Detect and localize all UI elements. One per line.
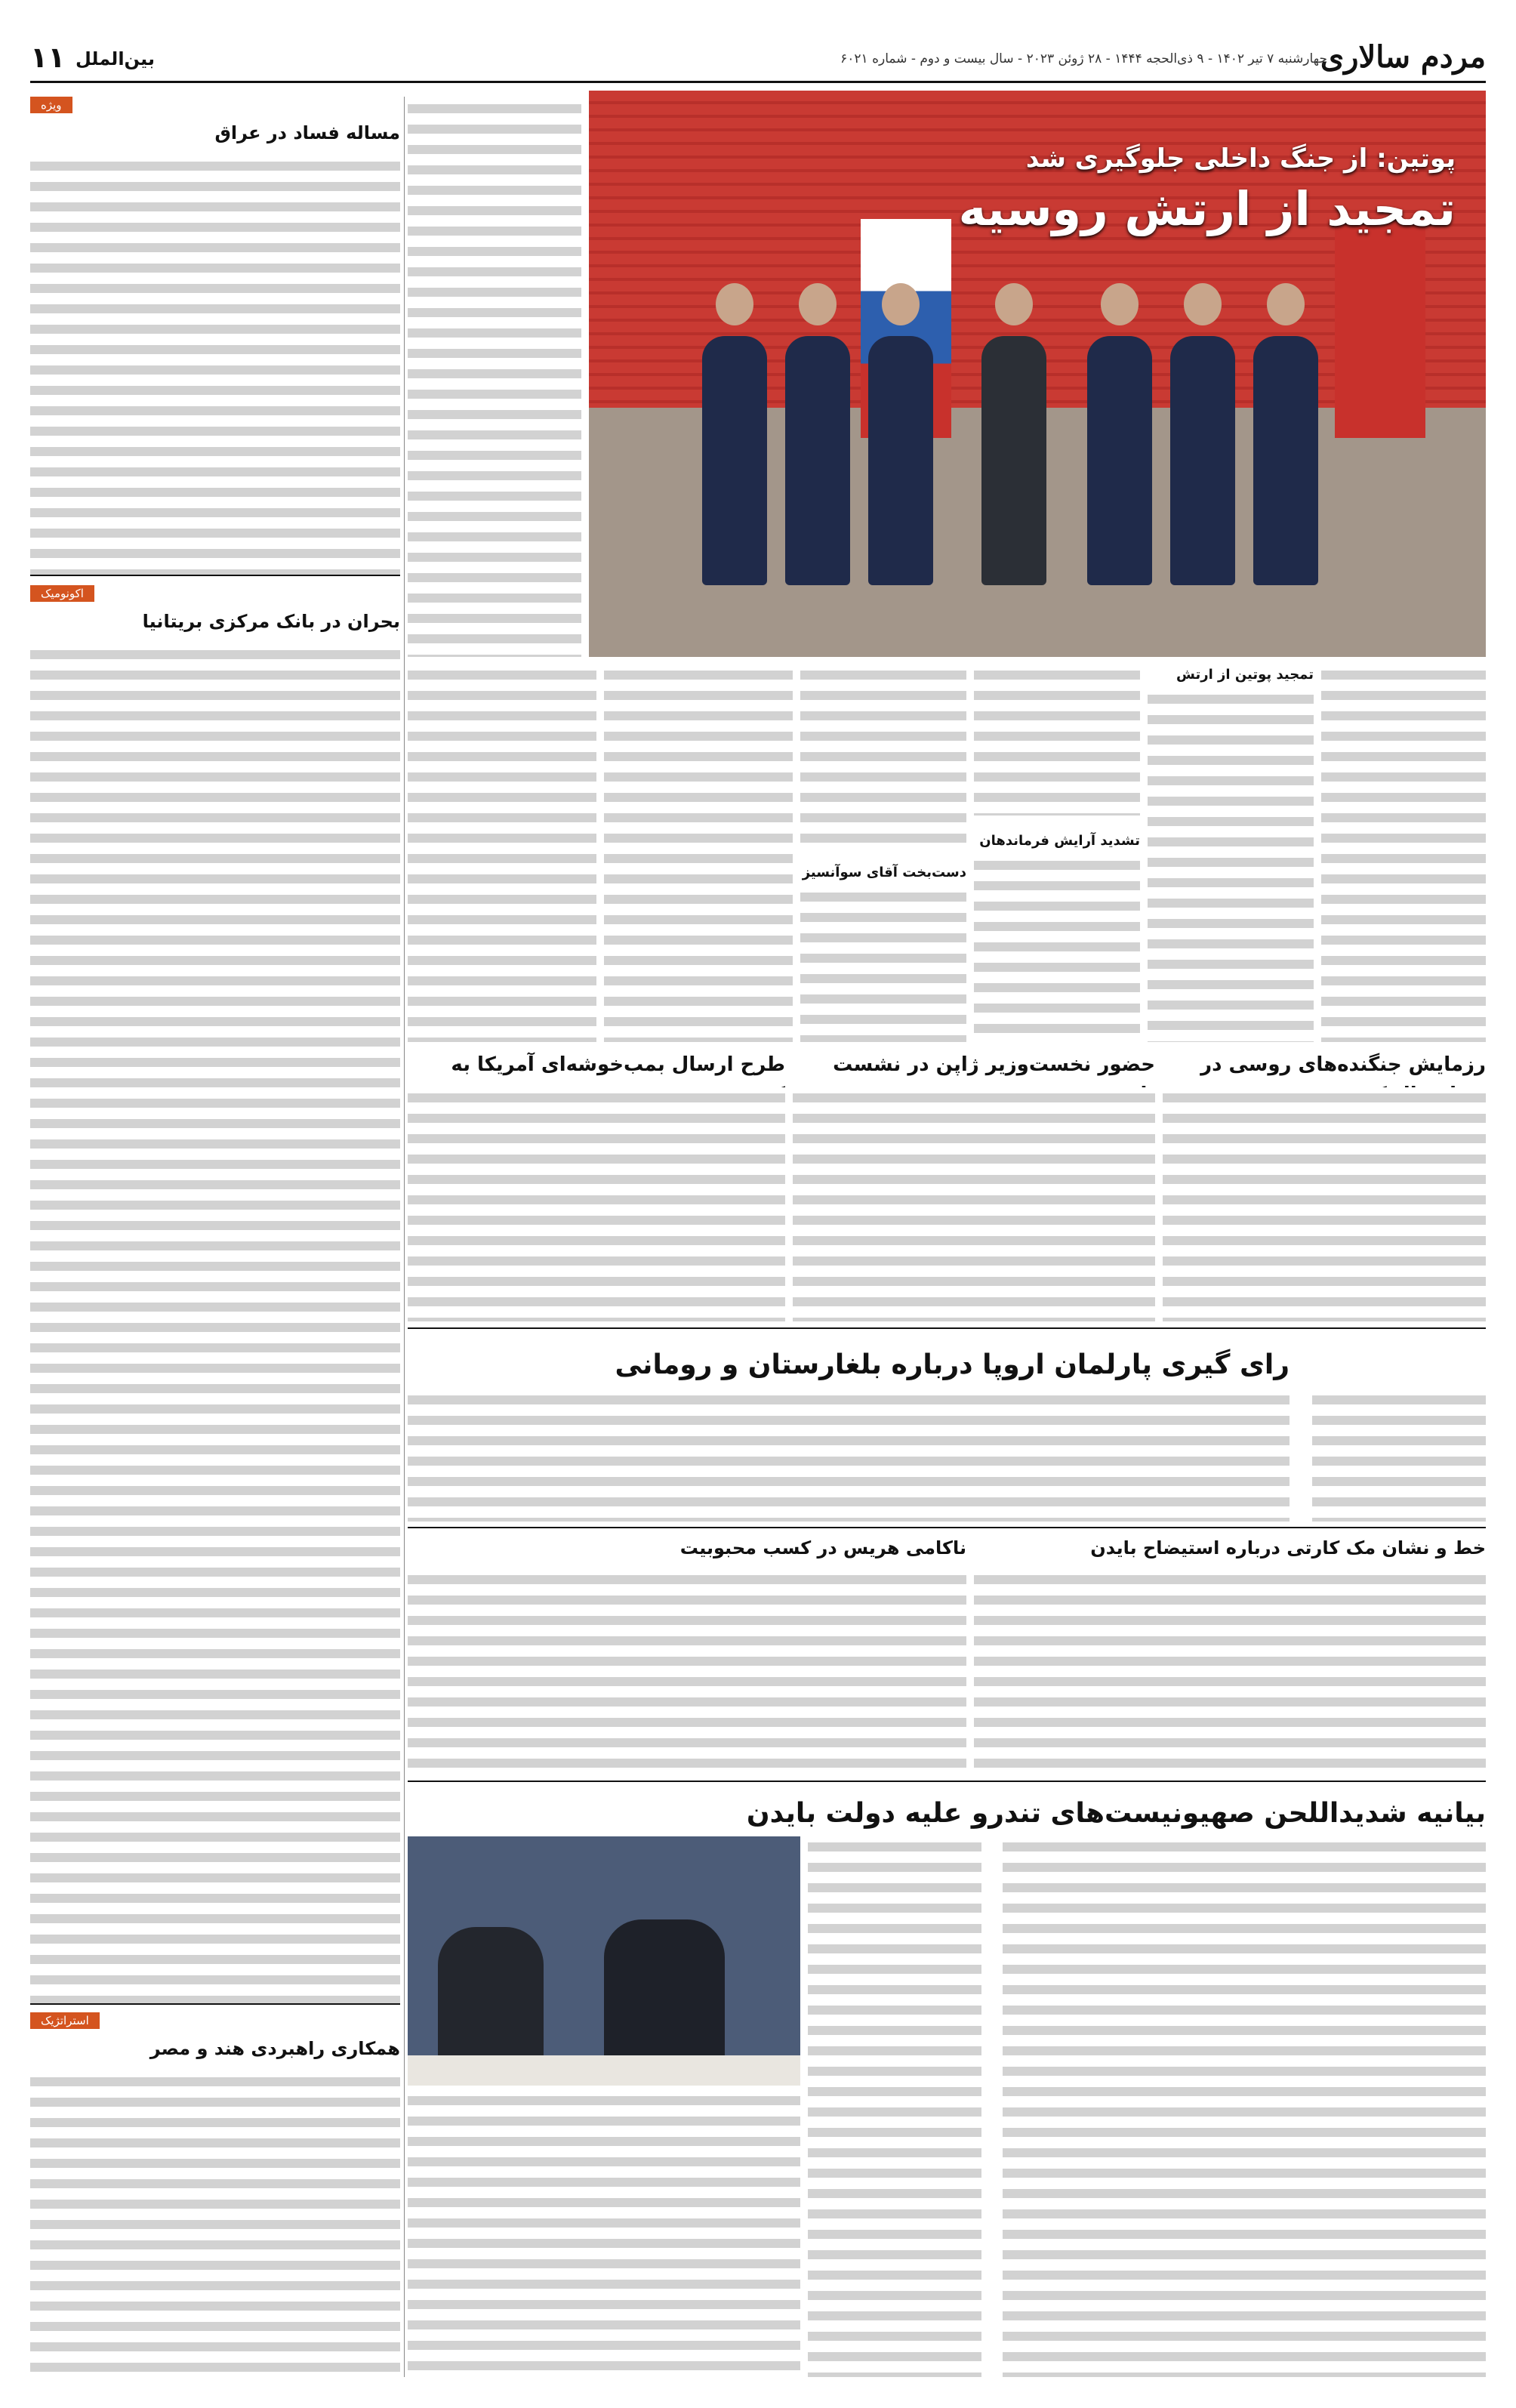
story-block: [408, 1533, 966, 1774]
sidebar-story: [30, 2012, 400, 2379]
row-divider: [408, 1527, 1486, 1528]
guard-figure: [1253, 336, 1318, 585]
newspaper-brand: مردم سالاری: [1320, 39, 1486, 75]
story-headline: همکاری راهبردی هند و مصر: [149, 2038, 400, 2059]
lead-text-column: [408, 664, 596, 1042]
lead-subhead: دست‌بخت آقای سوآنسیز: [802, 865, 966, 880]
guard-figure: [702, 336, 767, 585]
story-headline: طرح ارسال بمب‌خوشه‌ای آمریکا به: [451, 1053, 785, 1076]
story-block: [793, 1050, 1155, 1321]
guard-figure: [1170, 336, 1235, 585]
lead-text-column: [1148, 664, 1314, 1042]
story-headline: خط و نشان مک کارتی درباره استیضاح بایدن: [1090, 1537, 1486, 1559]
page-number: ۱۱: [30, 41, 66, 74]
story-headline: رای گیری پارلمان اروپا درباره بلغارستان و رومانی: [615, 1349, 1290, 1380]
story-headline: ناکامی هریس در کسب محبوبیت: [679, 1537, 966, 1559]
russian-flag-right: [1335, 219, 1425, 438]
lead-text-column: [1321, 664, 1486, 1042]
story-photo: [408, 1836, 800, 2086]
sidebar-story: [30, 97, 400, 576]
sidebar-story: [30, 585, 400, 2005]
story-headline: بیانیه شدیداللحن صهیونیست‌های تندرو علیه دولت بایدن: [746, 1798, 1486, 1829]
guard-figure: [868, 336, 933, 585]
section-tag: ویژه: [30, 97, 72, 113]
putin-figure: [981, 336, 1046, 585]
story-headline: رزمایش جنگنده‌های روسی در: [1200, 1053, 1486, 1076]
row-divider: [408, 1781, 1486, 1782]
story-headline: مساله فساد در عراق: [214, 122, 400, 143]
lead-text-column: [408, 98, 581, 657]
story-block: [1163, 1050, 1486, 1321]
lead-subhead: تمجید پوتین از ارتش: [1176, 667, 1314, 683]
lead-text-column: [974, 664, 1140, 1042]
story-block: [408, 1788, 1486, 2377]
lead-headline: تمجید از ارتش روسیه: [958, 181, 1456, 236]
lead-subhead: تشدید آرایش فرماندهان: [979, 833, 1140, 849]
column-rule: [404, 97, 405, 2377]
lead-photo: [589, 91, 1486, 657]
story-headline: بحران در بانک مرکزی بریتانیا: [142, 611, 400, 632]
lead-text-column: [800, 664, 966, 1042]
lead-kicker: پوتین: از جنگ داخلی جلوگیری شد: [1025, 143, 1456, 174]
story-block: [408, 1337, 1486, 1522]
masthead: [30, 36, 1486, 83]
table-edge: [408, 2055, 800, 2086]
section-tag: استراتژیک: [30, 2012, 100, 2029]
lead-text-column: [604, 664, 793, 1042]
section-name: بین‌الملل: [75, 48, 155, 69]
dateline: چهارشنبه ۷ تیر ۱۴۰۲ - ۹ ذی‌الحجه ۱۴۴۴ - ۲۸ ژوئن ۲۰۲۳ - سال بیست و دوم - شماره ۶۰۲۱: [840, 51, 1327, 66]
section-tag: اکونومیک: [30, 585, 94, 602]
guard-figure: [785, 336, 850, 585]
guard-figure: [1087, 336, 1152, 585]
story-headline: حضور نخست‌وزیر ژاپن در نشست: [833, 1053, 1155, 1076]
story-block: [408, 1050, 785, 1321]
row-divider: [408, 1327, 1486, 1329]
story-block: [974, 1533, 1486, 1774]
